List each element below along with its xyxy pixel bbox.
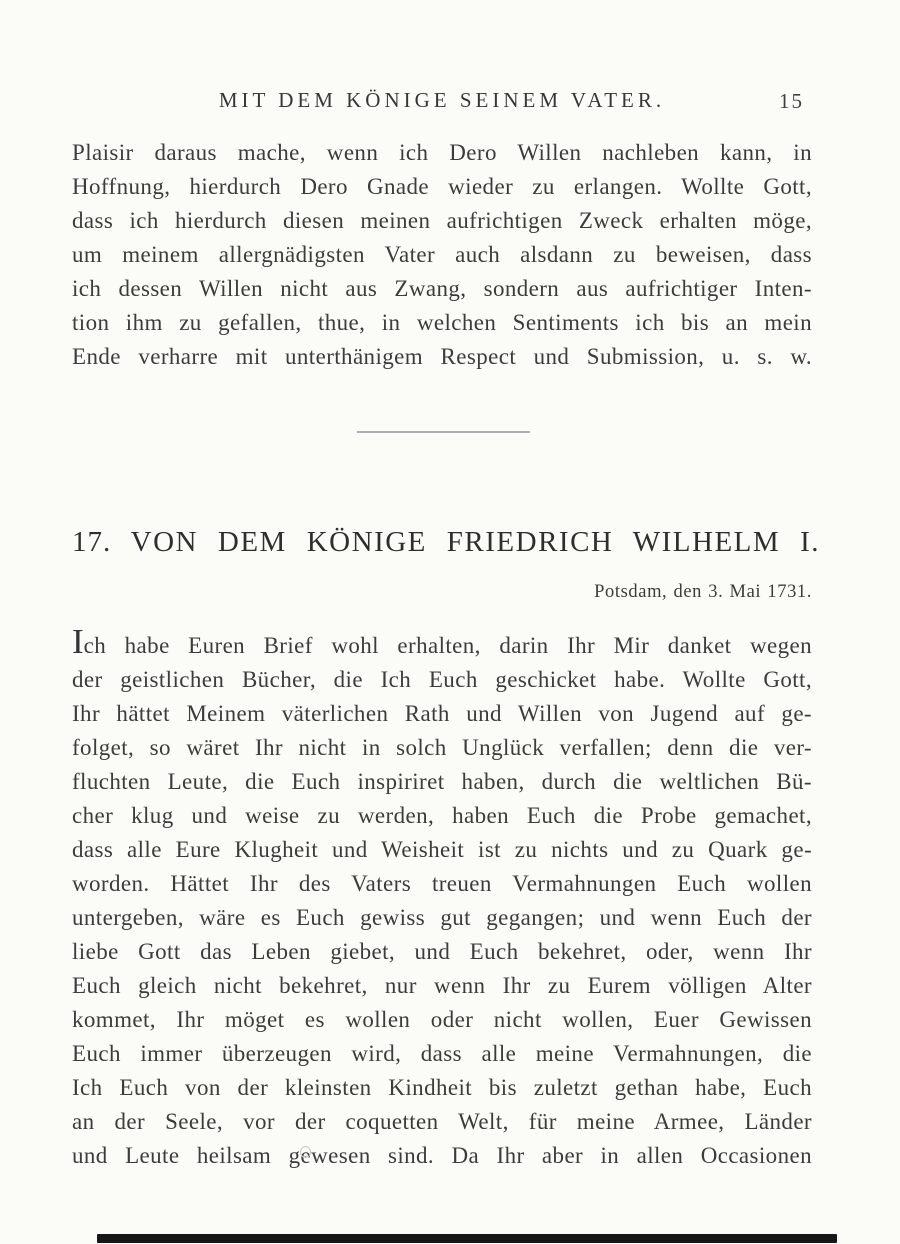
page-number: 15	[779, 89, 804, 113]
initial-capital: I	[72, 622, 84, 661]
text-line: worden. Hättet Ihr des Vaters treuen Vermahnungen Euch wollen	[72, 871, 812, 896]
text-line: Plaisir daraus mache, wenn ich Dero Willen nachleben kann, in	[72, 140, 812, 165]
text-line-first	[72, 622, 812, 663]
text-line: kommet, Ihr möget es wollen oder nicht wollen, Euer Gewissen	[72, 1007, 812, 1032]
scan-speck-artifact	[300, 1146, 311, 1158]
text-line: cher klug und weise zu werden, haben Euch die Probe gemachet,	[72, 803, 812, 828]
text-line: an der Seele, vor der coquetten Welt, für meine Armee, Länder	[72, 1109, 812, 1134]
text-line: Ende verharre mit unterthänigem Respect und Submission, u. s. w.	[72, 344, 812, 369]
running-header-title: MIT DEM KÖNIGE SEINEM VATER.	[218, 88, 666, 112]
text-line: untergeben, wäre es Euch gewiss gut gegangen; und wenn Euch der	[72, 905, 812, 930]
letter-number: 17.	[72, 526, 112, 558]
running-header	[72, 88, 812, 118]
text-line: dass alle Eure Klugheit und Weisheit ist zu nichts und zu Quark ge-	[72, 837, 812, 862]
letter-dateline: Potsdam, den 3. Mai 1731.	[594, 582, 812, 602]
text-line: Euch immer überzeugen wird, dass alle meine Vermahnungen, die	[72, 1041, 812, 1066]
scan-edge-artifact	[97, 1234, 837, 1243]
letter-body-lines	[72, 663, 812, 1173]
text-line: ich dessen Willen nicht aus Zwang, sondern aus aufrichtiger Inten-	[72, 276, 812, 301]
first-line-text: ch habe Euren Brief wohl erhalten, darin Ihr Mir danket wegen	[83, 633, 812, 658]
text-line: Euch gleich nicht bekehret, nur wenn Ihr zu Eurem völligen Alter	[72, 973, 812, 998]
letter-heading	[72, 524, 820, 560]
text-line: Ich Euch von der kleinsten Kindheit bis zuletzt gethan habe, Euch	[72, 1075, 812, 1100]
text-line: um meinem allergnädigsten Vater auch alsdann zu beweisen, dass	[72, 242, 812, 267]
text-line: und Leute heilsam gewesen sind. Da Ihr aber in allen Occasionen	[72, 1143, 812, 1168]
letter-title: VON DEM KÖNIGE FRIEDRICH WILHELM I.	[130, 526, 820, 558]
text-line: dass ich hierdurch diesen meinen aufrichtigen Zweck erhalten möge,	[72, 208, 812, 233]
text-line: liebe Gott das Leben giebet, und Euch bekehret, oder, wenn Ihr	[72, 939, 812, 964]
text-line: der geistlichen Bücher, die Ich Euch geschicket habe. Wollte Gott,	[72, 667, 812, 692]
text-line: Hoffnung, hierdurch Dero Gnade wieder zu erlangen. Wollte Gott,	[72, 174, 812, 199]
letter-body-paragraph	[72, 622, 812, 1173]
text-line: folget, so wäret Ihr nicht in solch Unglück verfallen; denn die ver-	[72, 735, 812, 760]
text-line: tion ihm zu gefallen, thue, in welchen Sentiments ich bis an mein	[72, 310, 812, 335]
text-line: Ihr hättet Meinem väterlichen Rath und Willen von Jugend auf ge-	[72, 701, 812, 726]
previous-letter-paragraph	[72, 136, 812, 374]
text-line: fluchten Leute, die Euch inspiriret haben, durch die weltlichen Bü-	[72, 769, 812, 794]
section-divider-rule	[357, 431, 530, 433]
